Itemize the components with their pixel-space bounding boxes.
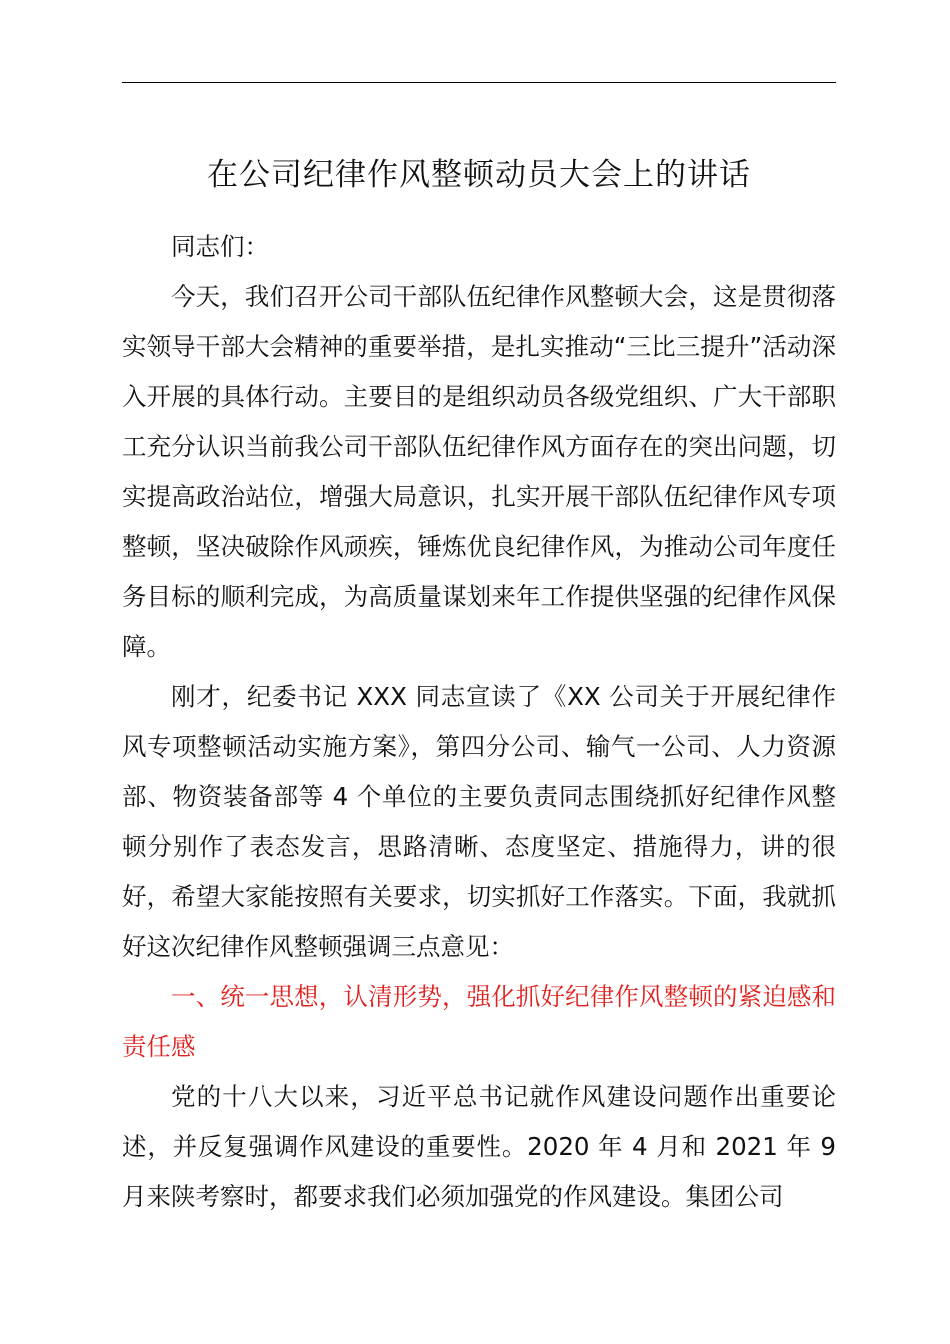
- paragraph-intro: 今天，我们召开公司干部队伍纪律作风整顿大会，这是贯彻落实领导干部大会精神的重要举措，是扎实推动“三比三提升”活动深入开展的具体行动。主要目的是组织动员各级党组织、广大干部职工充分认识当前我公司干部队伍纪律作风方面存在的突出问题，切实提高政治站位，增强大局意识，扎实开展干部队伍纪律作风专项整顿，坚决破除作风顽疾，锤炼优良纪律作风，为推动公司年度任务目标的顺利完成，为高质量谋划来年工作提供坚强的纪律作风保障。: [122, 282, 836, 661]
- document-body: [122, 222, 836, 1222]
- section-heading-1: 一、统一思想，认清形势，强化抓好纪律作风整顿的紧迫感和责任感: [122, 982, 836, 1061]
- salutation: 同志们：: [171, 232, 269, 261]
- paragraph-summary: 刚才，纪委书记 XXX 同志宣读了《XX 公司关于开展纪律作风专项整顿活动实施方案》，第四分公司、输气一公司、人力资源部、物资装备部等 4 个单位的主要负责同志围绕抓好纪律作风整顿分别作了表态发言，思路清晰、态度坚定、措施得力，讲的很好，希望大家能按照有关要求，切实抓好工作落实。下面，我就抓好这次纪律作风整顿强调三点意见：: [122, 682, 836, 961]
- header-rule: [122, 82, 836, 83]
- paragraph-section-1: 党的十八大以来，习近平总书记就作风建设问题作出重要论述，并反复强调作风建设的重要性。2020 年 4 月和 2021 年 9 月来陕考察时，都要求我们必须加强党的作风建设。集团公司: [122, 1082, 836, 1211]
- document-title: 在公司纪律作风整顿动员大会上的讲话: [207, 157, 751, 193]
